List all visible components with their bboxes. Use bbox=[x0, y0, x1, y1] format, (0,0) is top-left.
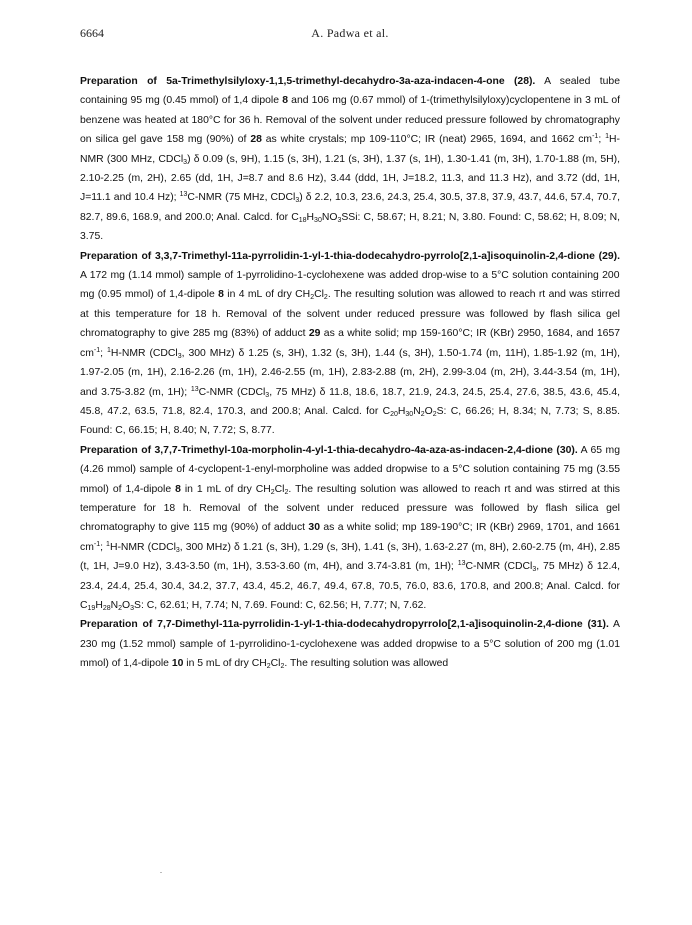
script-text: 2 bbox=[310, 294, 315, 302]
text-run: and 106 mg (0.67 mmol) of 1-(trimethylsilyloxy)cyclopentene in 3 mL of benzene was heated at 180°C for 36 h. Removal of the solvent under reduced pressure followed by chromatography on silica gel gave 158 mg (90%) of bbox=[80, 95, 621, 146]
script-text: 2 bbox=[420, 410, 425, 418]
script-text: 2 bbox=[118, 604, 123, 612]
script-text: 3 bbox=[183, 158, 188, 166]
script-text: 13 bbox=[190, 385, 199, 393]
procedure-body bbox=[80, 76, 620, 242]
text-run: A sealed tube containing 95 mg (0.45 mmol) of 1,4 dipole bbox=[80, 76, 620, 107]
procedure-paragraph-28 bbox=[80, 72, 620, 247]
text-run: as a white solid; mp 159-160°C; IR (KBr) 2950, 1684, and 1657 cm bbox=[80, 328, 620, 359]
script-text: 30 bbox=[405, 410, 414, 418]
procedure-heading: Preparation of 3,7,7-Trimethyl-10a-morpholin-4-yl-1-thia-decahydro-4a-aza-as-indacen-2,4-dione (30). bbox=[80, 444, 578, 456]
scan-speck bbox=[160, 872, 162, 873]
text-run: , 75 MHz) δ 12.4, 23.4, 24.4, 25.4, 30.4, 34.2, 37.7, 43.4, 45.2, 46.7, 49.4, 67.8, 70.5, 76.0, 83.6, 170.8, and 200.8; Anal. Calcd. for C bbox=[80, 561, 621, 611]
compound-number: 10 bbox=[171, 658, 184, 670]
text-run: , 300 MHz) δ 1.25 (s, 3H), 1.32 (s, 3H), 1.44 (s, 3H), 1.50-1.74 (m, 11H), 1.85-1.92 (m, 1H), 1.97-2.05 (m, 1H), 2.16-2.26 (m, 1H), 2.46-2.55 (m, 1H), 2.83-2.88 (m, 2H), 2.99-3.04 (m, 2H), 3.44-3.54 (m, 1H), and 3.75-3.82 (m, 1H); bbox=[80, 347, 621, 398]
text-run: A 65 mg (4.26 mmol) sample of 4-cyclopent-1-enyl-morpholine was added dropwise to a 5°C solution containing 75 mg (3.55 mmol) of 1,4-dipole bbox=[80, 444, 620, 495]
script-text: 18 bbox=[298, 216, 307, 224]
text-run: H-NMR (CDCl bbox=[109, 541, 176, 553]
text-run: NO bbox=[321, 211, 338, 223]
procedure-heading: Preparation of 3,3,7-Trimethyl-11a-pyrrolidin-1-yl-1-thia-dodecahydro-pyrrolo[2,1-a]isoquinolin-2,4-dione (29). bbox=[80, 250, 620, 262]
text-run: S: C, 66.26; H, 8.34; N, 7.73; S, 8.85. Found: C, 66.15; H, 8.40; N, 7.72; S, 8.77. bbox=[80, 405, 620, 437]
text-run: C-NMR (CDCl bbox=[465, 561, 533, 573]
script-text: 2 bbox=[284, 488, 289, 496]
text-run: Cl bbox=[270, 658, 281, 670]
text-run: Cl bbox=[274, 483, 285, 495]
text-run: H-NMR (300 MHz, CDCl bbox=[80, 134, 620, 165]
script-text: 30 bbox=[314, 216, 322, 224]
procedure-body bbox=[80, 270, 620, 436]
text-run: ; bbox=[598, 134, 606, 146]
script-text: 2 bbox=[432, 410, 437, 418]
text-run: , 300 MHz) δ 1.21 (s, 3H), 1.29 (s, 3H), 1.41 (s, 3H), 1.63-2.27 (m, 8H), 2.60-2.75 (m, 4H), 2.85 (t, 1H, J=9.0 Hz), 3.43-3.50 (m, 1H), 3.53-3.60 (m, 4H), and 3.74-3.81 (m, 1H); bbox=[80, 541, 620, 573]
text-run: SSi: C, 58.67; H, 8.21; N, 3.80. Found: C, 58.62; H, 8.09; N, 3.75. bbox=[80, 211, 621, 243]
text-run: ; bbox=[100, 541, 107, 553]
text-run: N bbox=[413, 405, 421, 417]
text-run: H bbox=[95, 599, 103, 611]
text-run: A 230 mg (1.52 mmol) sample of 1-pyrrolidino-1-cyclohexene was added dropwise to a 5°C solution of 200 mg (1.01 mmol) of 1,4-dipole bbox=[80, 619, 620, 670]
text-run: O bbox=[122, 599, 131, 611]
script-text: -1 bbox=[592, 133, 599, 141]
compound-number: 29 bbox=[308, 328, 321, 340]
experimental-section bbox=[80, 72, 620, 674]
procedure-paragraph-31 bbox=[80, 615, 620, 673]
text-run: O bbox=[424, 405, 433, 417]
text-run: ) δ 2.2, 10.3, 23.6, 24.3, 25.4, 30.5, 37.8, 37.9, 43.7, 44.6, 57.4, 70.7, 82.7, 89.6, 168.9, and 200.0; Anal. Calcd. for C bbox=[80, 192, 620, 223]
text-run: in 1 mL of dry CH bbox=[180, 483, 271, 495]
procedure-paragraph-29 bbox=[80, 247, 620, 441]
script-text: 3 bbox=[130, 604, 135, 612]
compound-number: 8 bbox=[218, 289, 224, 301]
script-text: -1 bbox=[93, 346, 101, 354]
text-run: H-NMR (CDCl bbox=[110, 347, 178, 359]
text-run: as a white solid; mp 189-190°C; IR (KBr) 2969, 1701, and 1661 cm bbox=[80, 522, 620, 553]
procedure-paragraph-30 bbox=[80, 441, 620, 616]
text-run: N bbox=[110, 599, 119, 611]
text-run: Cl bbox=[314, 289, 324, 301]
running-title: A. Padwa et al. bbox=[311, 26, 389, 40]
text-run: ) δ 0.09 (s, 9H), 1.15 (s, 3H), 1.21 (s, 3H), 1.37 (s, 1H), 1.30-1.41 (m, 3H), 1.70-1.88 (m, 5H), 2.10-2.25 (m, 2H), 2.65 (dd, 1H, J=8.7 and 8.6 Hz), 3.44 (ddd, 1H, J=18.2, 11.3, and 11.3 Hz), and 3.72 (dd, 1H, J=11.1 and 10.4 Hz); bbox=[80, 153, 620, 204]
script-text: 20 bbox=[390, 410, 398, 418]
text-run: . The resulting solution was allowed bbox=[284, 658, 449, 670]
text-run: A 172 mg (1.14 mmol) sample of 1-pyrrolidino-1-cyclohexene was added drop-wise to a 5°C solution containing 200 mg (0.95 mmol) of 1,4-dipole bbox=[80, 270, 620, 301]
text-run: . The resulting solution was allowed to reach rt and was stirred at this temperature for 18 h. Removal of the solvent under reduced pressure was followed by flash silica gel chromatography to give 115 mg (90%) of adduct bbox=[80, 483, 621, 534]
text-run: H bbox=[397, 405, 406, 417]
script-text: -1 bbox=[93, 540, 101, 548]
text-run: in 5 mL of dry CH bbox=[183, 658, 267, 670]
text-run: . The resulting solution was allowed to reach rt and was stirred at this temperature for 18 h. Removal of the solvent under reduced pressure was followed by flash silica gel chromatography to give 285 mg (83%) of adduct bbox=[80, 289, 620, 340]
compound-number: 30 bbox=[308, 522, 320, 534]
text-run: H bbox=[306, 211, 315, 223]
text-run: ; bbox=[100, 347, 107, 359]
compound-number: 8 bbox=[282, 95, 288, 107]
script-text: 1 bbox=[106, 346, 111, 354]
script-text: 3 bbox=[295, 197, 300, 205]
procedure-heading: Preparation of 7,7-Dimethyl-11a-pyrrolidin-1-yl-1-thia-dodecahydropyrrolo[2,1-a]isoquinolin-2,4-dione (31). bbox=[80, 619, 609, 631]
text-run: , 75 MHz) δ 11.8, 18.6, 18.7, 21.9, 24.3, 24.5, 25.4, 27.6, 38.5, 43.6, 45.4, 45.8, 47.2, 63.5, 71.8, 82.4, 170.3, and 200.8; Anal. Calcd. for C bbox=[80, 386, 620, 417]
running-head bbox=[80, 26, 620, 42]
text-run: as white crystals; mp 109-110°C; IR (neat) 2965, 1694, and 1662 cm bbox=[261, 134, 593, 146]
compound-number: 28 bbox=[250, 134, 262, 146]
compound-number: 8 bbox=[175, 483, 181, 495]
script-text: 3 bbox=[177, 352, 182, 360]
script-text: 1 bbox=[106, 540, 110, 548]
script-text: 2 bbox=[266, 663, 271, 671]
script-text: 3 bbox=[265, 391, 270, 399]
procedure-body bbox=[80, 445, 620, 611]
script-text: 28 bbox=[102, 604, 111, 612]
script-text: 1 bbox=[605, 133, 610, 141]
script-text: 2 bbox=[270, 488, 275, 496]
text-run: C-NMR (75 MHz, CDCl bbox=[187, 192, 296, 204]
text-run: C-NMR (CDCl bbox=[198, 386, 266, 398]
script-text: 13 bbox=[457, 560, 466, 568]
script-text: 3 bbox=[175, 546, 180, 554]
script-text: 3 bbox=[532, 566, 537, 574]
text-run: S: C, 62.61; H, 7.74; N, 7.69. Found: C, 62.56; H, 7.77; N, 7.62. bbox=[134, 599, 427, 611]
script-text: 3 bbox=[337, 216, 342, 224]
page-number: 6664 bbox=[80, 26, 104, 40]
script-text: 19 bbox=[87, 604, 96, 612]
text-run: in 4 mL of dry CH bbox=[223, 289, 311, 301]
procedure-heading: Preparation of 5a-Trimethylsilyloxy-1,1,5-trimethyl-decahydro-3a-aza-indacen-4-one (28). bbox=[80, 76, 536, 87]
script-text: 2 bbox=[323, 294, 328, 302]
script-text: 13 bbox=[179, 191, 188, 199]
script-text: 2 bbox=[280, 663, 285, 671]
